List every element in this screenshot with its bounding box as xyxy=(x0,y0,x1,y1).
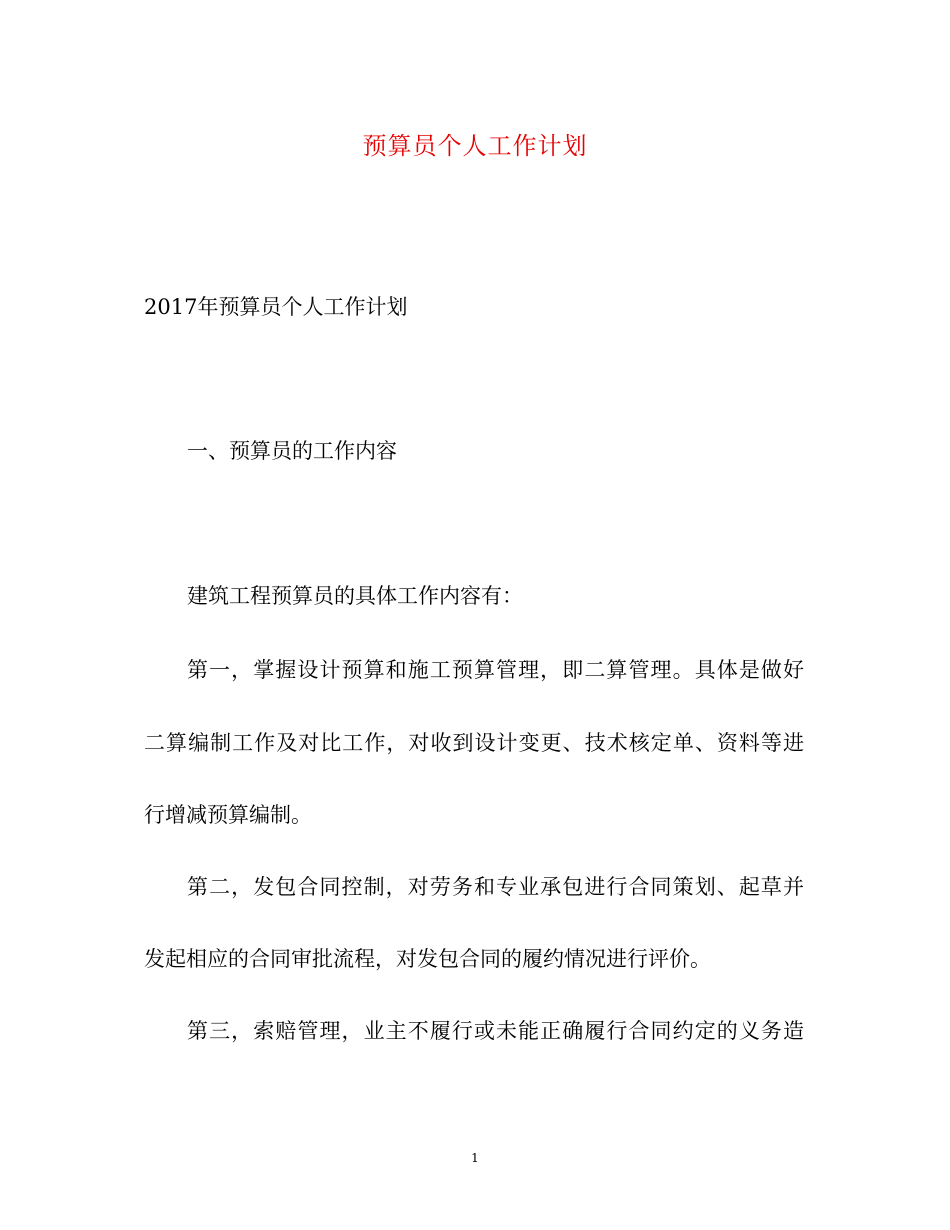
section-heading: 一、预算员的工作内容 xyxy=(187,439,397,463)
document-title: 预算员个人工作计划 xyxy=(362,132,588,160)
paragraph-intro: 建筑工程预算员的具体工作内容有： xyxy=(187,584,523,608)
page-number: 1 xyxy=(471,1151,479,1165)
document-subtitle: 2017年预算员个人工作计划 xyxy=(144,295,408,319)
paragraph-line-first-1: 第一，掌握设计预算和施工预算管理，即二算管理。具体是做好 xyxy=(187,658,804,682)
paragraph-line-second-1: 第二，发包合同控制，对劳务和专业承包进行合同策划、起草并 xyxy=(187,875,804,899)
paragraph-line-second-2: 发起相应的合同审批流程，对发包合同的履约情况进行评价。 xyxy=(144,947,711,971)
paragraph-line-first-3: 行增减预算编制。 xyxy=(144,803,312,827)
paragraph-line-third-1: 第三，索赔管理，业主不履行或未能正确履行合同约定的义务造 xyxy=(187,1019,804,1043)
paragraph-line-first-2: 二算编制工作及对比工作，对收到设计变更、技术核定单、资料等进 xyxy=(144,731,804,755)
